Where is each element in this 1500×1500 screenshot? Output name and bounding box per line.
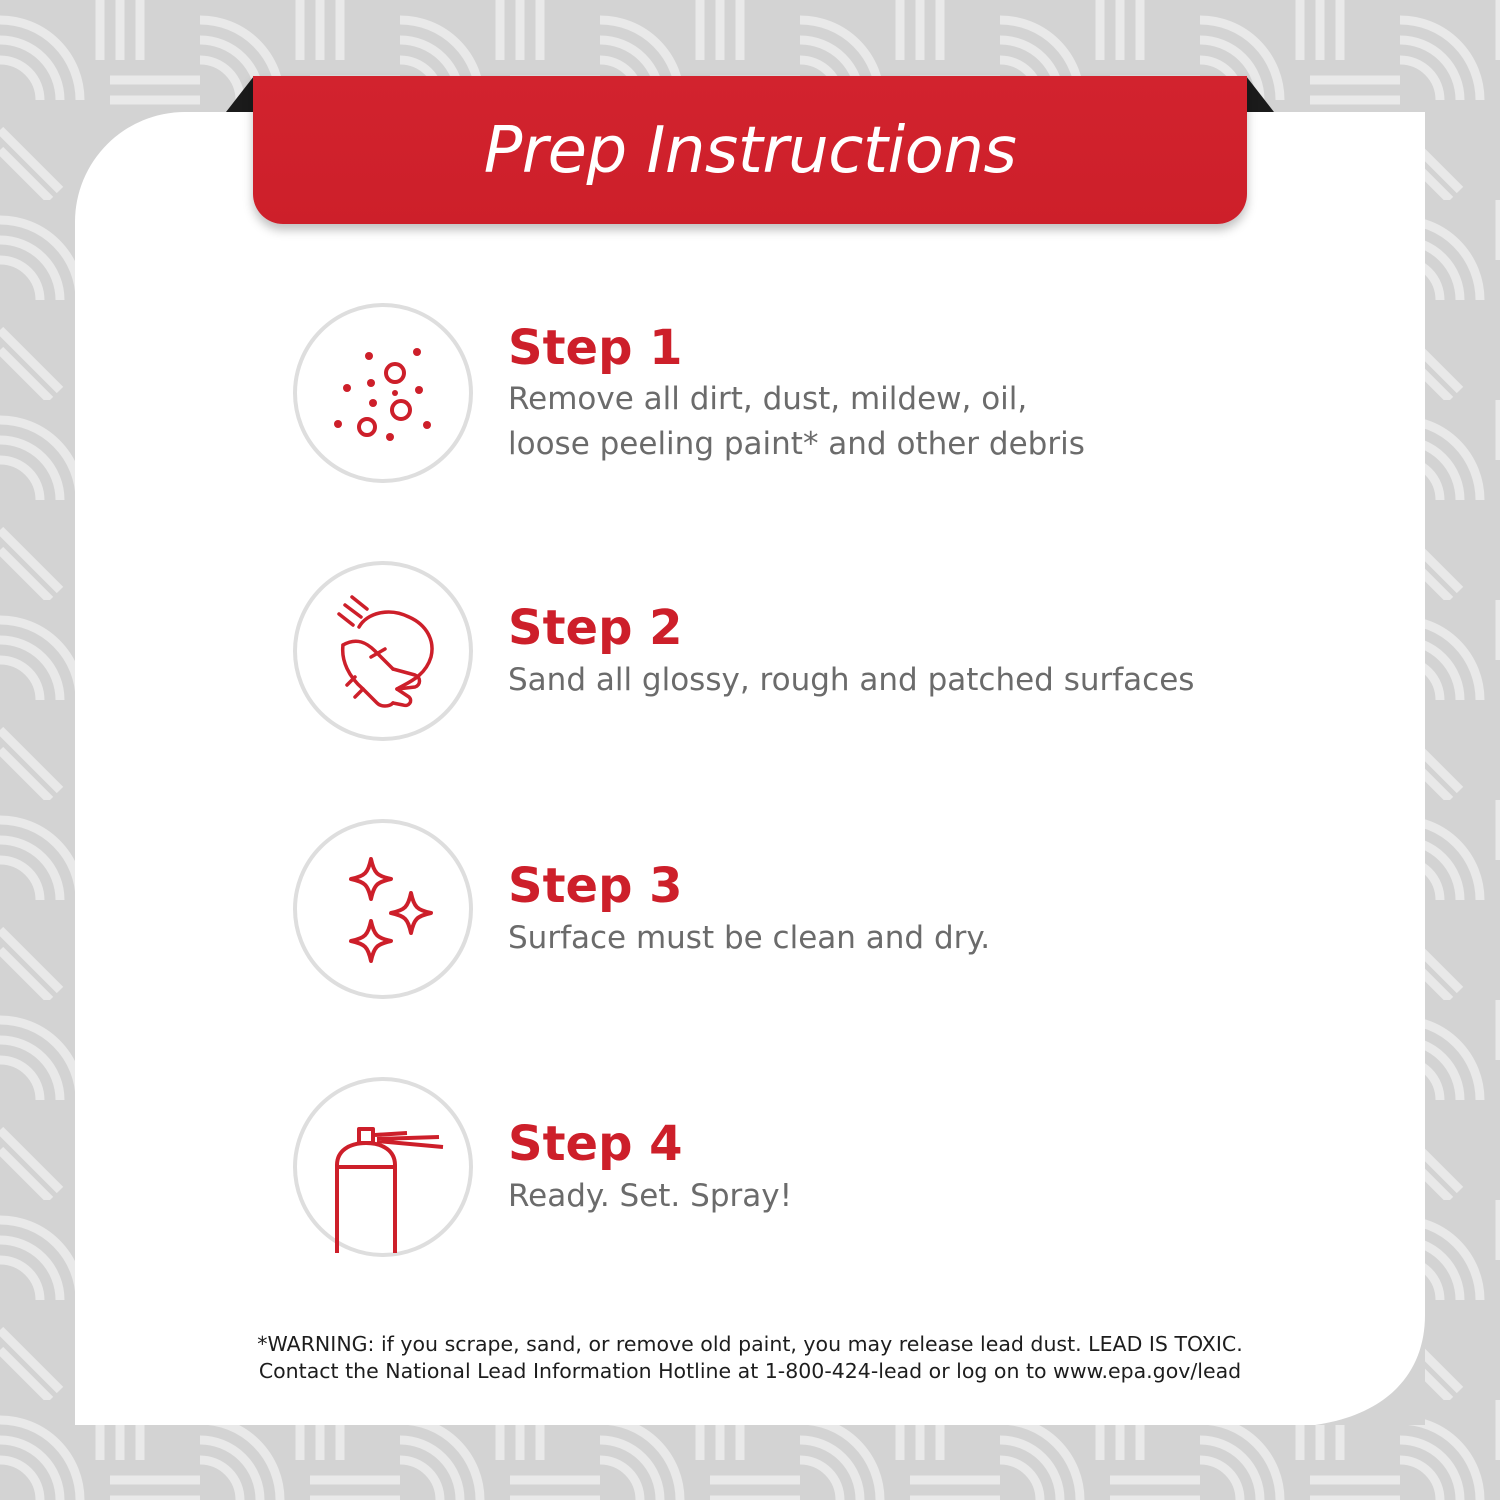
step-2-description-line: Sand all glossy, rough and patched surfaces [508, 662, 1195, 698]
page-title: Prep Instructions [483, 114, 1017, 188]
card-corner-curl [1185, 1185, 1425, 1425]
step-1-description-line: Remove all dirt, dust, mildew, oil, [508, 381, 1028, 417]
step-3-title: Step 3 [508, 858, 683, 914]
step-2-icon-circle [293, 561, 473, 741]
step-1-icon-circle [293, 303, 473, 483]
warning-line-2: Contact the National Lead Information Hotline at 1-800-424-lead or log on to www.epa.gov/lead [258, 1359, 1242, 1383]
hand-sanding-icon [297, 565, 469, 737]
step-1-description [508, 377, 1268, 467]
step-3-icon-circle [293, 819, 473, 999]
step-2-title: Step 2 [508, 600, 683, 656]
instructions-card [75, 112, 1425, 1425]
step-4-icon-circle [293, 1077, 473, 1257]
warning-line-1: *WARNING: if you scrape, sand, or remove old paint, you may release lead dust. LEAD IS TOXIC. [257, 1332, 1243, 1356]
spray-can-icon [297, 1081, 469, 1253]
header-ribbon [253, 76, 1247, 224]
ribbon-fold-right [1246, 76, 1274, 112]
step-3-description [508, 916, 1268, 961]
step-1-title: Step 1 [508, 320, 683, 376]
step-4-description [508, 1174, 1268, 1219]
step-3-description-line: Surface must be clean and dry. [508, 920, 991, 956]
step-4-title: Step 4 [508, 1116, 683, 1172]
sparkle-icon [297, 823, 469, 995]
step-1-description-line: loose peeling paint* and other debris [508, 426, 1085, 462]
lead-warning-note [0, 1331, 1500, 1385]
dust-particles-icon [297, 307, 469, 479]
step-2-description [508, 658, 1268, 703]
step-4-description-line: Ready. Set. Spray! [508, 1178, 793, 1214]
ribbon-fold-left [226, 76, 254, 112]
